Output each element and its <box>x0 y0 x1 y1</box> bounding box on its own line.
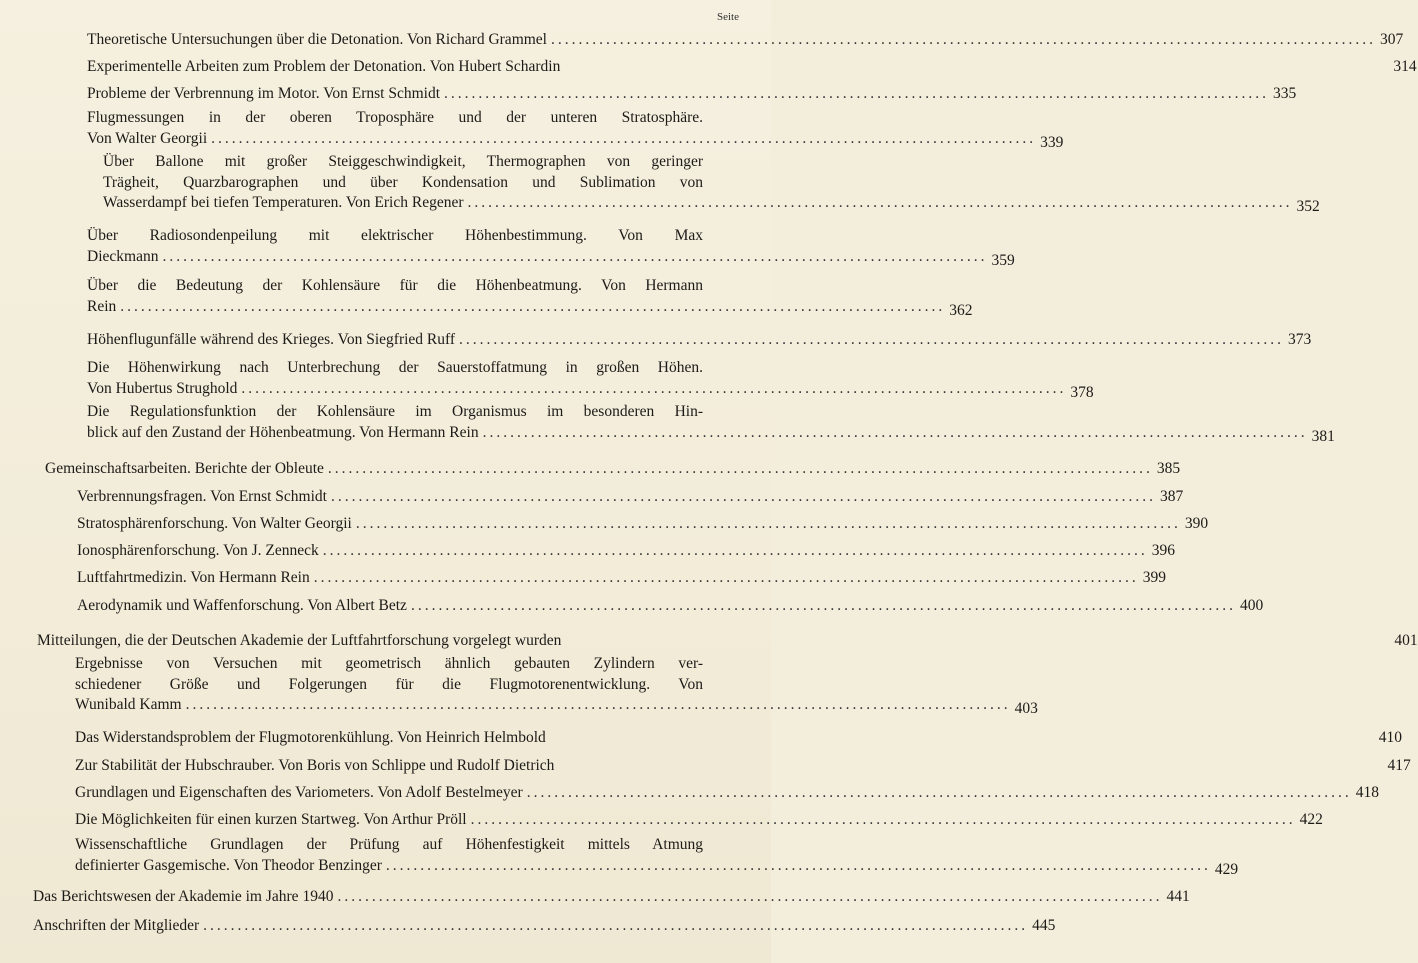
page-number: 410 <box>1378 729 1403 746</box>
dot-leader: ........................................................................................................................ <box>459 331 1285 348</box>
dot-leader: ........................................................................................................................ <box>185 696 1011 713</box>
toc-entry[interactable] <box>87 402 1335 445</box>
page-number: 307 <box>1380 31 1404 48</box>
entry-title-line: Luftfahrtmedizin. Von Hermann Rein <box>77 569 310 586</box>
entry-title-line: Das Berichtswesen der Akademie im Jahre 1940 <box>33 888 334 905</box>
page-number: 335 <box>1273 85 1297 102</box>
dot-leader: ........................................................................................................................ <box>410 597 1236 614</box>
entry-title-line: Gemeinschaftsarbeiten. Berichte der Obleute <box>45 460 324 477</box>
entry-title-line: definierter Gasgemische. Von Theodor Benzinger <box>75 856 382 874</box>
entry-title-line: blick auf den Zustand der Höhenbeatmung. Von Hermann Rein <box>87 423 479 441</box>
entry-title-line: Über Radiosondenpeilung mit elektrischer Höhenbestimmung. Von Max <box>87 227 703 244</box>
dot-leader: ........................................................................................................................ <box>526 784 1352 801</box>
entry-title-line: Rein <box>87 297 117 315</box>
entry-title-line: Wasserdampf bei tiefen Temperaturen. Von Erich Regener <box>103 194 464 211</box>
toc-entry[interactable] <box>103 152 1320 215</box>
entry-title-line: Stratosphärenforschung. Von Walter Georgii <box>77 515 352 532</box>
page-number: 373 <box>1288 331 1312 348</box>
dot-leader: ........................................................................................................................ <box>444 85 1270 102</box>
toc-entry[interactable] <box>75 756 1411 777</box>
page-number: 378 <box>1070 383 1094 401</box>
entry-title-line: Wunibald Kamm <box>75 696 182 713</box>
toc-entry[interactable] <box>75 728 1403 749</box>
toc-entry[interactable] <box>77 514 1209 535</box>
dot-leader: ........................................................................................................................ <box>120 297 946 315</box>
entry-title-line: Verbrennungsfragen. Von Ernst Schmidt <box>77 488 327 505</box>
page-number: 400 <box>1239 597 1264 614</box>
page-number: 396 <box>1151 542 1176 559</box>
entry-title-line: Über die Bedeutung der Kohlensäure für die Höhenbeatmung. Von Hermann <box>87 277 703 294</box>
page-number: 362 <box>949 301 973 319</box>
toc-entry[interactable] <box>87 57 1417 78</box>
toc-entry[interactable] <box>33 916 1056 937</box>
page-number: 417 <box>1387 757 1411 774</box>
page-number: 339 <box>1040 133 1064 151</box>
toc-entry[interactable] <box>77 596 1264 617</box>
dot-leader: ........................................................................................................................ <box>327 460 1153 477</box>
toc-entry[interactable] <box>87 84 1297 105</box>
toc-entry[interactable] <box>75 783 1379 804</box>
toc-entry[interactable] <box>77 568 1166 589</box>
page-number: 314 <box>1393 58 1417 75</box>
page-number: 418 <box>1355 784 1379 801</box>
toc-entry[interactable] <box>33 887 1190 908</box>
page-number: 445 <box>1032 917 1056 934</box>
toc-entry[interactable] <box>87 358 1094 401</box>
dot-leader: ........................................................................................................................ <box>162 247 988 265</box>
page-number: 401 <box>1394 632 1418 649</box>
entry-title-line: Probleme der Verbrennung im Motor. Von Ernst Schmidt <box>87 85 441 102</box>
toc-entry[interactable] <box>87 30 1404 51</box>
entry-title-line: Höhenflugunfälle während des Krieges. Von Siegfried Ruff <box>87 331 456 348</box>
entry-title-line: Grundlagen und Eigenschaften des Variometers. Von Adolf Bestelmeyer <box>75 784 523 801</box>
dot-leader: ........................................................................................................................ <box>482 423 1308 441</box>
dot-leader: ........................................................................................................................ <box>211 129 1037 147</box>
dot-leader: ........................................................................................................................ <box>241 379 1067 397</box>
dot-leader: ........................................................................................................................ <box>313 569 1139 586</box>
dot-leader: ........................................................................................................................ <box>322 542 1148 559</box>
page-number: 390 <box>1184 515 1209 532</box>
toc-entry[interactable] <box>87 108 1064 151</box>
entry-title-line: Die Möglichkeiten für einen kurzen Startweg. Von Arthur Pröll <box>75 811 467 828</box>
page-number: 429 <box>1214 860 1239 878</box>
dot-leader: ........................................................................................................................ <box>467 194 1293 211</box>
page-number: 381 <box>1311 427 1335 445</box>
dot-leader: ........................................................................................................................ <box>355 515 1181 532</box>
toc-entry[interactable] <box>87 330 1312 351</box>
page-column-label: Seite <box>717 11 739 23</box>
entry-title-line: Die Höhenwirkung nach Unterbrechung der Sauerstoffatmung in großen Höhen. <box>87 359 703 376</box>
page-number: 387 <box>1159 488 1184 505</box>
page-number: 441 <box>1166 888 1190 905</box>
entry-title-line: Das Widerstandsproblem der Flugmotorenkühlung. Von Heinrich Helmbold <box>75 729 546 746</box>
entry-title-line: Die Regulationsfunktion der Kohlensäure im Organismus im besonderen Hin- <box>87 403 703 420</box>
dot-leader: ........................................................................................................................ <box>385 856 1211 874</box>
entry-title-line: Zur Stabilität der Hubschrauber. Von Boris von Schlippe und Rudolf Dietrich <box>75 757 555 774</box>
entry-title-line: Ionosphärenforschung. Von J. Zenneck <box>77 542 319 559</box>
toc-entry[interactable] <box>77 541 1176 562</box>
entry-title-line: Trägheit, Quarzbarographen und über Kondensation und Sublimation von <box>103 173 703 191</box>
page-number: 352 <box>1296 198 1320 215</box>
toc-entry[interactable] <box>77 487 1184 508</box>
page-number: 385 <box>1156 460 1181 477</box>
dot-leader: ........................................................................................................................ <box>470 811 1296 828</box>
entry-title-line: Theoretische Untersuchungen über die Detonation. Von Richard Grammel <box>87 31 547 48</box>
toc-entry[interactable] <box>45 459 1181 480</box>
entry-title-line: Experimentelle Arbeiten zum Problem der Detonation. Von Hubert Schardin <box>87 58 561 75</box>
toc-entry[interactable] <box>87 226 1015 269</box>
entry-title-line: schiedener Größe und Folgerungen für die Flugmotorenentwicklung. Von <box>75 675 703 693</box>
toc-entry[interactable] <box>37 631 1418 652</box>
toc-entry[interactable] <box>75 654 1038 717</box>
page-number: 422 <box>1299 811 1323 828</box>
entry-title-line: Über Ballone mit großer Steiggeschwindigkeit, Thermographen von geringer <box>103 153 703 170</box>
dot-leader: ........................................................................................................................ <box>551 31 1376 48</box>
entry-title-line: Flugmessungen in der oberen Troposphäre und der unteren Stratosphäre. <box>87 109 703 126</box>
page-number: 399 <box>1142 569 1166 586</box>
toc-entry[interactable] <box>87 276 973 319</box>
page-number: 359 <box>991 251 1015 269</box>
entry-title-line: Von Walter Georgii <box>87 129 208 147</box>
entry-title-line: Ergebnisse von Versuchen mit geometrisch ähnlich gebauten Zylindern ver- <box>75 655 703 672</box>
page-number: 403 <box>1014 700 1038 717</box>
toc-entry[interactable] <box>75 810 1323 831</box>
entry-title-line: Von Hubertus Strughold <box>87 379 238 397</box>
dot-leader: ........................................................................................................................ <box>203 917 1029 934</box>
dot-leader: ........................................................................................................................ <box>337 888 1163 905</box>
toc-entry[interactable] <box>75 835 1239 878</box>
dot-leader: ........................................................................................................................ <box>330 488 1156 505</box>
entry-title-line: Mitteilungen, die der Deutschen Akademie der Luftfahrtforschung vorgelegt wurden <box>37 632 562 649</box>
entry-title-line: Aerodynamik und Waffenforschung. Von Albert Betz <box>77 597 407 614</box>
entry-title-line: Anschriften der Mitglieder <box>33 917 200 934</box>
entry-title-line: Dieckmann <box>87 247 159 265</box>
entry-title-line: Wissenschaftliche Grundlagen der Prüfung auf Höhenfestigkeit mittels Atmung <box>75 836 703 853</box>
